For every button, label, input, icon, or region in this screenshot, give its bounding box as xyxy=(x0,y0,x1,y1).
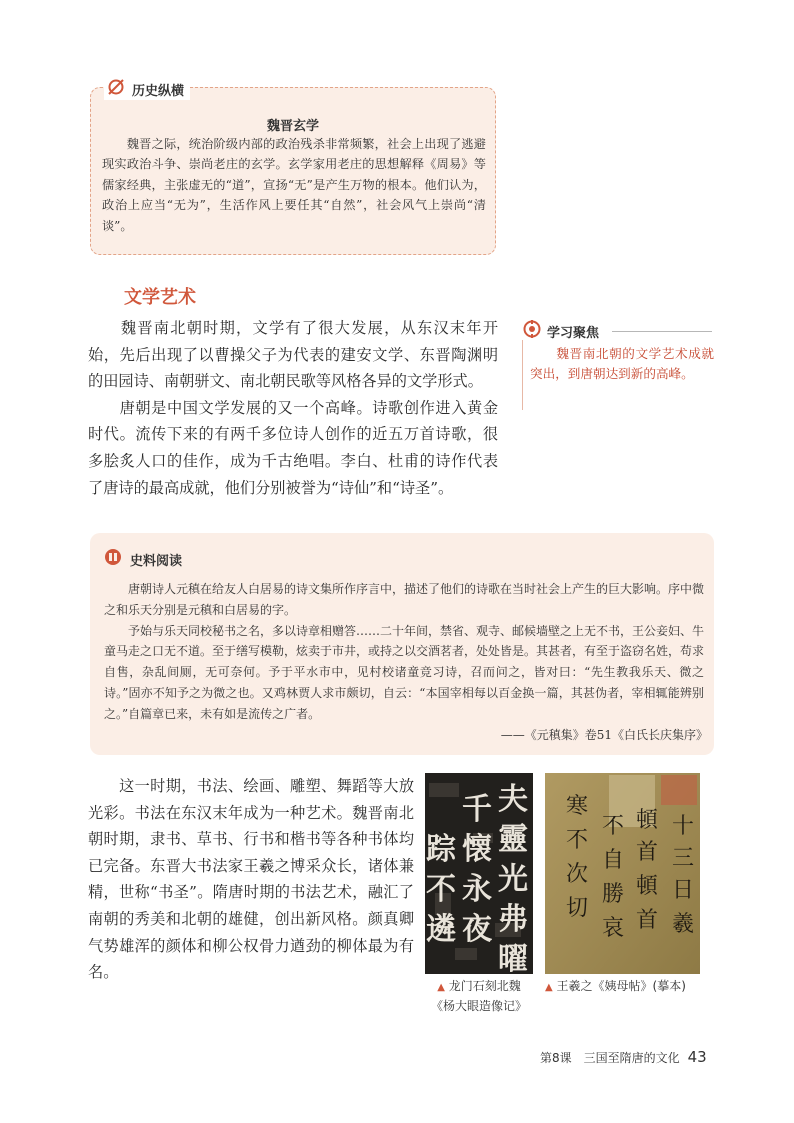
calligraphy-char: 首 xyxy=(635,908,659,933)
calligraphy-char: 頓 xyxy=(635,874,659,899)
rubbing-char: 不 xyxy=(426,872,456,907)
calligraphy-char: 日 xyxy=(671,878,695,903)
calligraphy-char: 自 xyxy=(601,848,625,873)
calligraphy-char: 不 xyxy=(601,814,625,839)
focus-side-rule xyxy=(522,340,523,410)
focus-heading: 学习聚焦 xyxy=(547,325,600,341)
paragraph-tang-poetry: 唐朝是中国文学发展的又一个高峰。诗歌创作进入黄金时代。流传下来的有两千多位诗人创作的近五万首诗歌，很多脍炙人口的佳作，成为千古绝唱。李白、杜甫的诗作代表了唐诗的最高成就，他们分别被誉为“诗仙”和“诗圣”。 xyxy=(88,398,498,497)
history-box-heading: 历史纵横 xyxy=(132,83,185,99)
source-reading-heading: 史料阅读 xyxy=(130,553,183,569)
calligraphy-char: 羲 xyxy=(671,912,695,937)
rubbing-char: 永 xyxy=(462,872,492,907)
focus-divider xyxy=(612,331,712,332)
source-quote: 予始与乐天同校秘书之名，多以诗章相赠答……二十年间，禁省、观寺、邮候墙壁之上无不书，王公妾妇、牛童马走之口无不道。至于缮写模勒，炫卖于市井，或持之以交酒茗者，处处皆是。其甚者，有至于盗窃名姓，苟求自售，杂乱间厕，无可奈何。予于平水市中，见村校诸童竞习诗，召而问之，皆对曰：“先生教我乐天、微之诗。”固亦不知予之为微之也。又鸡林贾人求市颇切，自云：“本国宰相每以百金换一篇，其甚伪者，宰相辄能辨别之。”自篇章已来，未有如是流传之广者。 xyxy=(104,623,705,721)
calligraphy-char: 不 xyxy=(565,828,589,853)
caption-text: 龙门石刻北魏 xyxy=(448,979,521,993)
history-box-body: 魏晋之际，统治阶级内部的政治残杀非常频繁，社会上出现了逃避现实政治斗争、崇尚老庄的玄学。玄学家用老庄的思想解释《周易》等儒家经典，主张虚无的“道”，宣扬“无”是产生万物的根本。他们认为，政治上应当“无为”，生活作风上要任其“自然”，社会风气上崇尚“清谈”。 xyxy=(102,137,486,233)
history-box-header xyxy=(104,78,190,100)
calligraphy-char: 十 xyxy=(671,814,695,839)
rubbing-char: 靈 xyxy=(498,822,528,857)
calligraphy-char: 首 xyxy=(635,840,659,865)
calligraphy-char: 切 xyxy=(565,896,589,921)
section-title: 文学艺术 xyxy=(124,287,196,308)
source-reading-body xyxy=(104,579,704,725)
calligraphy-char: 哀 xyxy=(601,916,625,941)
calligraphy-char: 三 xyxy=(671,846,695,871)
footer-chapter: 第8课 三国至隋唐的文化 xyxy=(540,1051,680,1065)
history-box-title: 魏晋玄学 xyxy=(266,119,319,134)
history-icon xyxy=(106,78,126,100)
source-icon xyxy=(104,548,122,570)
calligraphy-char: 寒 xyxy=(565,794,589,819)
caption-text: 王羲之《姨母帖》(摹本) xyxy=(556,979,686,993)
caption-triangle-icon: ▲ xyxy=(545,982,553,993)
page-footer xyxy=(540,1048,707,1066)
source-citation: ——《元稹集》卷51《白氏长庆集序》 xyxy=(500,728,708,742)
paragraph-group xyxy=(88,315,498,501)
calligraphy-char: 次 xyxy=(565,862,589,887)
focus-header xyxy=(523,320,599,342)
calligraphy-copy-image xyxy=(545,773,700,974)
caption-triangle-icon: ▲ xyxy=(437,982,445,993)
rubbing-char: 夜 xyxy=(462,912,492,947)
rubbing-char: 弗 xyxy=(498,902,528,937)
paragraph-literature: 魏晋南北朝时期，文学有了很大发展，从东汉末年开始，先后出现了以曹操父子为代表的建安文学、东晋陶渊明的田园诗、南朝骈文、南北朝民歌等风格各异的文学形式。 xyxy=(88,319,498,391)
rubbing-char: 夫 xyxy=(498,782,528,817)
rubbing-char: 懐 xyxy=(462,832,492,867)
rubbing-char: 曜 xyxy=(498,942,528,974)
paragraph-calligraphy: 这一时期，书法、绘画、雕塑、舞蹈等大放光彩。书法在东汉末年成为一种艺术。魏晋南北朝时期，隶书、草书、行书和楷书等各种书体均已完备。东晋大书法家王羲之博采众长，诸体兼精，世称“书圣”。隋唐时期的书法艺术，融汇了南朝的秀美和北朝的雄健，创出新风格。颜真卿气势雄浑的颜体和柳公权骨力遒劲的柳体最为有名。 xyxy=(88,777,414,982)
calligraphy-char: 勝 xyxy=(601,882,625,907)
caption-text: 《杨大眼造像记》 xyxy=(430,999,527,1013)
rubbing-char: 千 xyxy=(462,792,492,827)
focus-icon xyxy=(523,320,541,342)
focus-text: 魏晋南北朝的文学艺术成就突出，到唐朝达到新的高峰。 xyxy=(530,346,714,381)
inscription-rubbing-image xyxy=(425,773,533,974)
image-caption-rubbing xyxy=(420,977,538,1015)
image-caption-calligraphy xyxy=(545,977,705,997)
calligraphy-char: 頓 xyxy=(635,808,659,833)
rubbing-char: 光 xyxy=(498,862,528,897)
source-reading-header xyxy=(104,548,182,570)
page-number: 43 xyxy=(687,1048,707,1066)
rubbing-char: 遴 xyxy=(426,912,456,947)
source-intro: 唐朝诗人元稹在给友人白居易的诗文集所作序言中，描述了他们的诗歌在当时社会上产生的巨大影响。序中微之和乐天分别是元稹和白居易的字。 xyxy=(104,582,705,617)
rubbing-char: 踪 xyxy=(426,832,456,867)
